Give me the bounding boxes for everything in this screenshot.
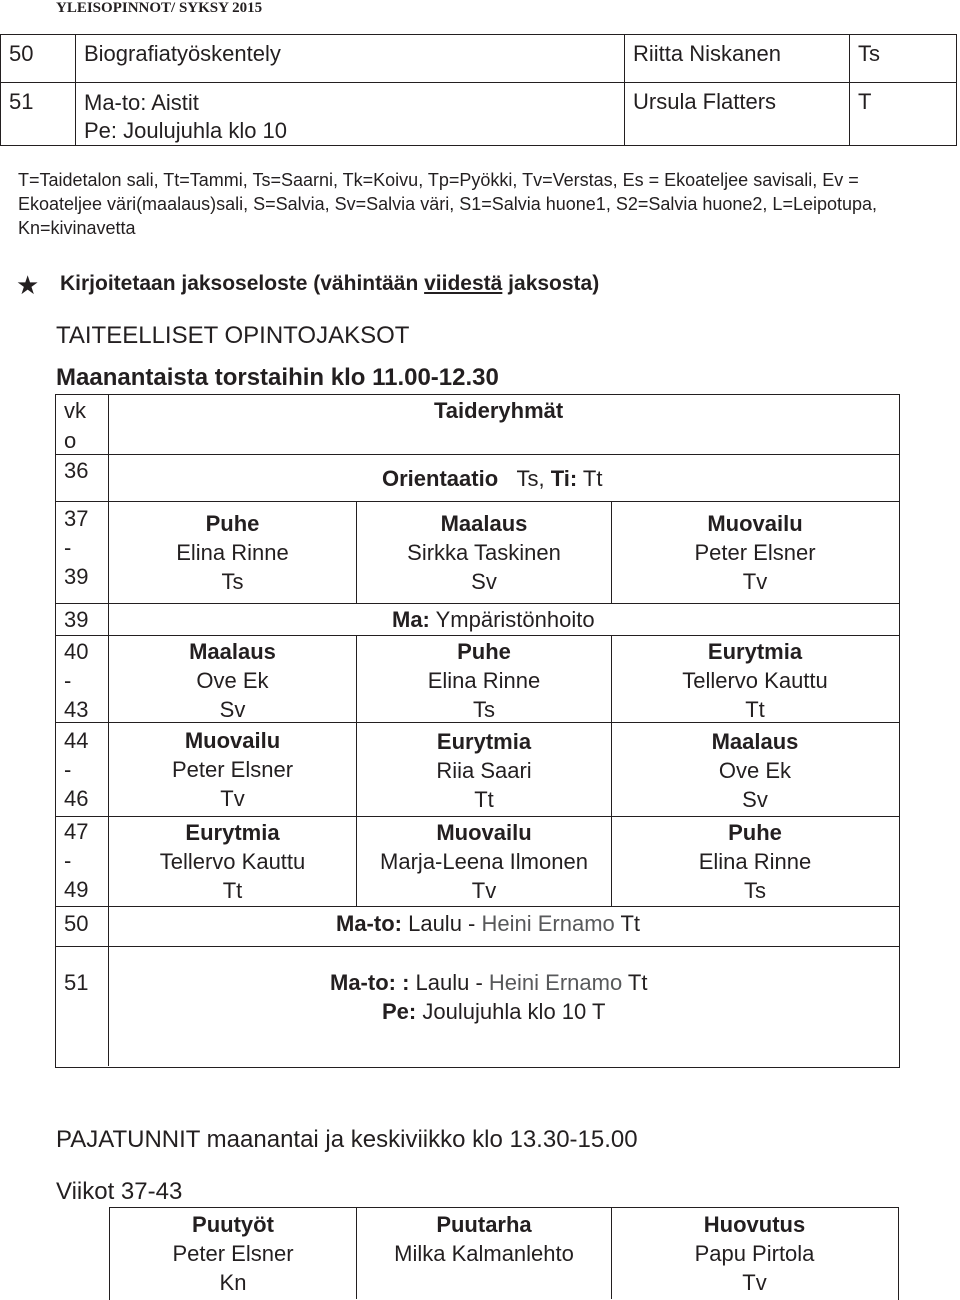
subject: Muovailu — [184, 728, 281, 753]
subject: Maalaus — [189, 639, 276, 664]
group-cell — [612, 509, 898, 596]
teacher: Papu Pirtola — [694, 1241, 815, 1266]
week-line: 40 — [64, 639, 89, 664]
week-line: 46 — [64, 786, 89, 811]
subject: Eurytmia — [185, 820, 280, 845]
week-cell — [64, 637, 88, 724]
room: Tt — [614, 911, 641, 936]
star-icon: ★ — [16, 270, 40, 300]
week-line: 47 — [64, 819, 89, 844]
activity-text: Laulu - — [401, 911, 482, 936]
subject: Maalaus — [711, 729, 799, 754]
subject: Muovailu — [707, 511, 803, 536]
week-line: - — [64, 668, 72, 693]
group-cell — [109, 726, 356, 813]
week-line: 44 — [64, 728, 89, 753]
day-label: Ti: — [550, 466, 578, 491]
week-cell — [64, 504, 88, 591]
group-cell — [612, 637, 898, 724]
activity-cell — [392, 605, 595, 634]
divider — [55, 816, 899, 817]
room: Ts — [473, 697, 495, 722]
room-cell: Ts — [850, 35, 957, 83]
room: Tt — [622, 970, 648, 995]
teacher-cell: Ursula Flatters — [625, 83, 850, 146]
note-post: jaksosta) — [502, 272, 600, 295]
subject: Muovailu — [436, 820, 532, 845]
activity-cell — [330, 968, 647, 997]
teacher: Peter Elsner — [171, 757, 294, 782]
note-pre: Kirjoitetaan jaksoseloste (vähintään — [60, 272, 425, 295]
teacher: Elina Rinne — [427, 668, 541, 693]
orientation-cell — [382, 464, 602, 493]
teacher: Peter Elsner — [172, 1241, 294, 1266]
divider — [55, 906, 899, 907]
week-cell: 36 — [64, 458, 89, 483]
course-line: Biografiatyöskentely — [84, 41, 281, 66]
top-schedule-table — [0, 34, 957, 146]
activity-cell — [336, 909, 640, 938]
workshop-cell — [110, 1210, 356, 1297]
room: Ts — [744, 878, 766, 903]
week-header — [64, 396, 86, 456]
teacher: Sirkka Taskinen — [407, 540, 561, 565]
room-text: Ts, — [516, 466, 551, 491]
teacher: Peter Elsner — [694, 540, 816, 565]
week-cell: 51 — [64, 970, 89, 995]
teacher: Heini Ernamo — [488, 970, 623, 995]
table-row — [1, 35, 957, 83]
week-header-line: vk — [64, 398, 86, 423]
room: Sv — [219, 697, 246, 722]
teacher: Ove Ek — [196, 668, 269, 693]
day-label: Pe: — [382, 999, 417, 1024]
week-cell: 39 — [64, 607, 89, 632]
day-label: Ma-to: : — [330, 970, 410, 995]
workshop-cell — [357, 1210, 611, 1268]
group-cell — [109, 818, 356, 905]
room-text: Tt — [577, 466, 603, 491]
teacher: Marja-Leena Ilmonen — [380, 849, 588, 874]
page-header: YLEISOPINNOT/ SYKSY 2015 — [56, 0, 263, 16]
teacher: Tellervo Kauttu — [159, 849, 306, 874]
subject: Puutyöt — [192, 1212, 274, 1237]
activity-text: Ympäristönhoito — [429, 607, 595, 632]
room: Kn — [219, 1270, 247, 1295]
subject: Huovutus — [703, 1212, 806, 1237]
week-line: - — [64, 535, 72, 560]
group-cell — [357, 637, 611, 724]
week-line: 43 — [64, 697, 89, 722]
group-cell — [109, 637, 356, 724]
teacher: Riia Saari — [436, 758, 532, 783]
week-cell — [64, 817, 88, 904]
note-text — [60, 272, 599, 296]
week-cell: 50 — [64, 911, 89, 936]
group-cell — [109, 509, 356, 596]
subject: Puhe — [205, 511, 260, 536]
teacher: Milka Kalmanlehto — [394, 1241, 574, 1266]
day-label: Ma: — [392, 607, 430, 632]
teacher: Tellervo Kauttu — [682, 668, 828, 693]
room: Tv — [742, 569, 768, 594]
subject: Puhe — [457, 639, 511, 664]
course-cell — [76, 35, 625, 83]
divider — [55, 635, 899, 636]
teacher-cell: Riitta Niskanen — [625, 35, 850, 83]
weeks-label: Viikot 37-43 — [56, 1178, 183, 1205]
week-cell — [64, 726, 88, 813]
room-legend: T=Taidetalon sali, Tt=Tammi, Ts=Saarni, Tk=Koivu, Tp=Pyökki, Tv=Verstas, Es = Ekoateljee savisali, Ev = Ekoateljee väri(maalaus)sali, S=Salvia, Sv=Salvia väri, S1=Salvia huone1, S2=Salvia huone2, L=Leipotupa, Kn=kivinavetta — [18, 170, 878, 238]
room: Tv — [742, 1270, 767, 1295]
room: Tt — [222, 878, 243, 903]
room-cell: T — [850, 83, 957, 146]
week-line: 37 — [64, 506, 89, 531]
activity-text: Joulujuhla klo 10 T — [416, 999, 606, 1024]
week-cell: 51 — [1, 83, 76, 146]
course-line: Pe: Joulujuhla klo 10 — [84, 118, 288, 143]
pajat-title: PAJATUNNIT maanantai ja keskiviikko klo 13.30-15.00 — [56, 1126, 638, 1153]
subject: Eurytmia — [707, 639, 803, 664]
week-cell: 50 — [1, 35, 76, 83]
section-time: Maanantaista torstaihin klo 11.00-12.30 — [56, 364, 499, 391]
room: Sv — [471, 569, 497, 594]
group-cell — [612, 727, 898, 814]
divider — [55, 603, 899, 604]
divider — [55, 501, 899, 502]
group-cell — [357, 727, 611, 814]
course-line: Ma-to: Aistit — [84, 90, 199, 115]
week-line: 49 — [64, 877, 89, 902]
subject: Maalaus — [440, 511, 528, 536]
divider — [55, 454, 899, 455]
workshop-cell — [612, 1210, 897, 1297]
week-header-line: o — [64, 428, 77, 453]
week-line: 39 — [64, 564, 89, 589]
day-label: Ma-to: — [336, 911, 402, 936]
section-title: TAITEELLISET OPINTOJAKSOT — [56, 322, 410, 349]
course-cell — [76, 83, 625, 146]
room: Tv — [471, 878, 497, 903]
activity-cell — [382, 997, 605, 1026]
group-cell — [357, 818, 611, 905]
group-cell — [612, 818, 898, 905]
week-line: - — [64, 848, 72, 873]
note-underlined: viidestä — [424, 272, 503, 295]
subject: Puhe — [728, 820, 782, 845]
orientation-label: Orientaatio — [382, 466, 499, 491]
room: Tt — [745, 697, 765, 722]
subject: Puutarha — [436, 1212, 532, 1237]
divider — [55, 946, 899, 947]
subject: Eurytmia — [436, 729, 532, 754]
table-row — [1, 83, 957, 146]
room: Ts — [221, 569, 244, 594]
room: Sv — [742, 787, 768, 812]
teacher: Ove Ek — [718, 758, 792, 783]
group-cell — [357, 509, 611, 596]
teacher: Elina Rinne — [176, 540, 289, 565]
room: Tv — [220, 786, 245, 811]
activity-text: Laulu - — [409, 970, 489, 995]
room: Tt — [474, 787, 494, 812]
teacher: Heini Ernamo — [481, 911, 615, 936]
teacher: Elina Rinne — [698, 849, 812, 874]
groups-header: Taideryhmät — [434, 398, 564, 423]
week-line: - — [64, 757, 72, 782]
